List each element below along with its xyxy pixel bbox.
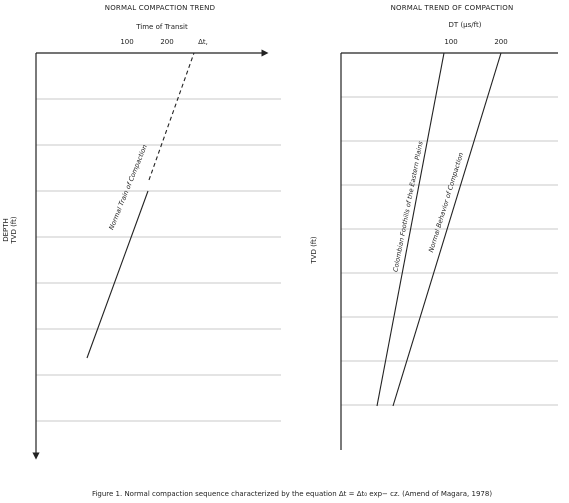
- left-trend-annotation: Normal Train of Compaction: [107, 143, 149, 231]
- right-top-axis-label: DT (μs/ft): [448, 21, 482, 29]
- left-y-axis-label-1: DEPTH: [2, 218, 10, 242]
- right-y-axis-label: TVD (ft): [310, 236, 318, 264]
- right-annotation-normal: Normal Behavior of Compaction: [427, 151, 466, 254]
- left-panel-title: NORMAL COMPACTION TREND: [104, 4, 216, 12]
- figure-caption: Figure 1. Normal compaction sequence characterized by the equation Δt = Δt₀ exp− cz. (Amend of Magara, 1978): [91, 490, 493, 498]
- left-panel: [2, 4, 281, 456]
- left-trend-extrapolation: [149, 53, 194, 180]
- right-trend-line-normal: [393, 53, 501, 406]
- left-y-axis-label-2: TVD (ft): [10, 216, 18, 244]
- left-tick-100: 100: [120, 38, 134, 46]
- right-panel-title: NORMAL TREND OF COMPACTION: [390, 4, 514, 12]
- left-top-axis-label: Time of Transit: [136, 23, 188, 31]
- left-tick-200: 200: [160, 38, 174, 46]
- right-panel: [310, 4, 558, 450]
- left-tick-dt: Δt,: [198, 38, 208, 46]
- right-annotation-colombian: Colombian Foothills of the Eastern Plains: [391, 140, 425, 273]
- right-gridlines: [341, 97, 558, 405]
- right-tick-100: 100: [444, 38, 458, 46]
- right-tick-200: 200: [494, 38, 508, 46]
- left-gridlines: [36, 99, 281, 421]
